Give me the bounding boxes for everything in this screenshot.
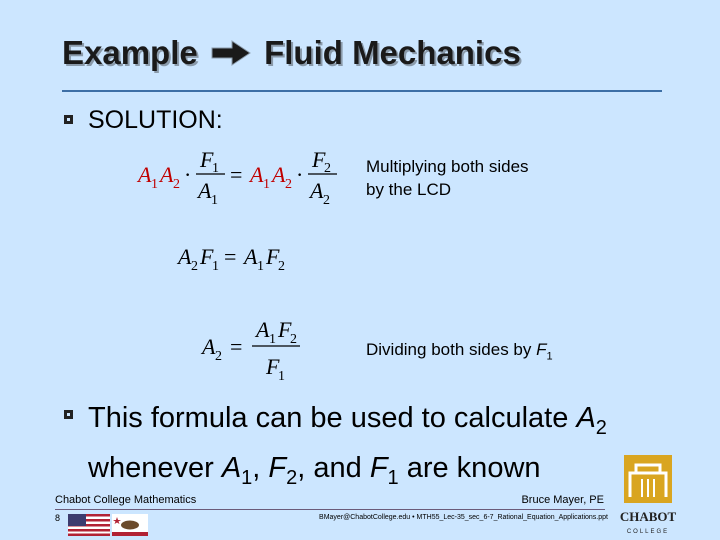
svg-text:A: A: [198, 178, 212, 203]
svg-text:1: 1: [212, 161, 219, 176]
svg-text:1: 1: [269, 332, 276, 347]
svg-text:=: =: [230, 334, 243, 359]
slide-title: [62, 34, 521, 72]
chabot-logo: [616, 453, 680, 537]
svg-text:=: =: [224, 244, 237, 269]
svg-text:1: 1: [278, 369, 285, 384]
bullet-icon: [62, 408, 76, 422]
svg-text:1: 1: [212, 259, 219, 274]
footer-course: Chabot College Mathematics: [55, 494, 197, 506]
us-flag-icon: [68, 514, 110, 536]
svg-text:1: 1: [263, 177, 270, 192]
california-flag-icon: [112, 514, 148, 536]
title-right: Fluid Mechanics: [264, 34, 521, 71]
svg-text:F: F: [266, 354, 280, 379]
svg-text:2: 2: [324, 161, 331, 176]
svg-text:·: ·: [184, 162, 192, 187]
page-number: 8: [55, 513, 61, 523]
svg-text:1: 1: [151, 177, 158, 192]
svg-text:1: 1: [257, 259, 264, 274]
equation-solved: [196, 312, 316, 384]
equation-cross: [172, 238, 312, 278]
footer-email: BMayer@ChabotCollege.edu • MTH55_Lec-35_sec_6-7_Rational_Equation_Applications.ppt: [319, 514, 608, 521]
svg-text:2: 2: [323, 193, 330, 208]
svg-text:A: A: [202, 334, 216, 359]
svg-text:F: F: [278, 317, 292, 342]
svg-text:A: A: [250, 162, 264, 187]
svg-text:A: A: [244, 244, 258, 269]
svg-text:A: A: [310, 178, 324, 203]
bullet-icon: [62, 113, 76, 127]
svg-text:A: A: [178, 244, 192, 269]
equation-lcd: [130, 140, 350, 210]
footer-author: Bruce Mayer, PE: [521, 494, 604, 506]
svg-text:2: 2: [285, 177, 292, 192]
svg-text:F: F: [200, 244, 214, 269]
svg-text:=: =: [230, 162, 243, 187]
bullet-formula-usage: This formula can be used to calculate $A_2$ whenever $A_1$, $F_2$, and $F_1$ are known: [88, 402, 607, 489]
svg-text:2: 2: [215, 349, 222, 364]
svg-text:·: ·: [296, 162, 304, 187]
svg-text:1: 1: [211, 193, 218, 208]
note-divide: Dividing both sides by $F_1$: [366, 340, 553, 363]
title-left: Example: [62, 34, 198, 71]
solution-label: SOLUTION:: [88, 106, 223, 134]
svg-text:F: F: [266, 244, 280, 269]
svg-text:F: F: [200, 147, 214, 172]
svg-text:A: A: [256, 317, 270, 342]
footer-divider: [55, 509, 605, 510]
svg-text:2: 2: [278, 259, 285, 274]
svg-text:A: A: [138, 162, 152, 187]
svg-text:A: A: [272, 162, 286, 187]
right-arrow-icon: [209, 39, 253, 67]
svg-text:2: 2: [173, 177, 180, 192]
note-multiply: Multiplying both sides by the LCD: [366, 157, 529, 199]
svg-text:F: F: [312, 147, 326, 172]
logo-text: CHABOT: [619, 509, 677, 524]
title-divider: [62, 90, 662, 92]
svg-text:2: 2: [191, 259, 198, 274]
svg-text:2: 2: [290, 332, 297, 347]
svg-text:A: A: [160, 162, 174, 187]
logo-subtext: COLLEGE: [626, 529, 670, 535]
